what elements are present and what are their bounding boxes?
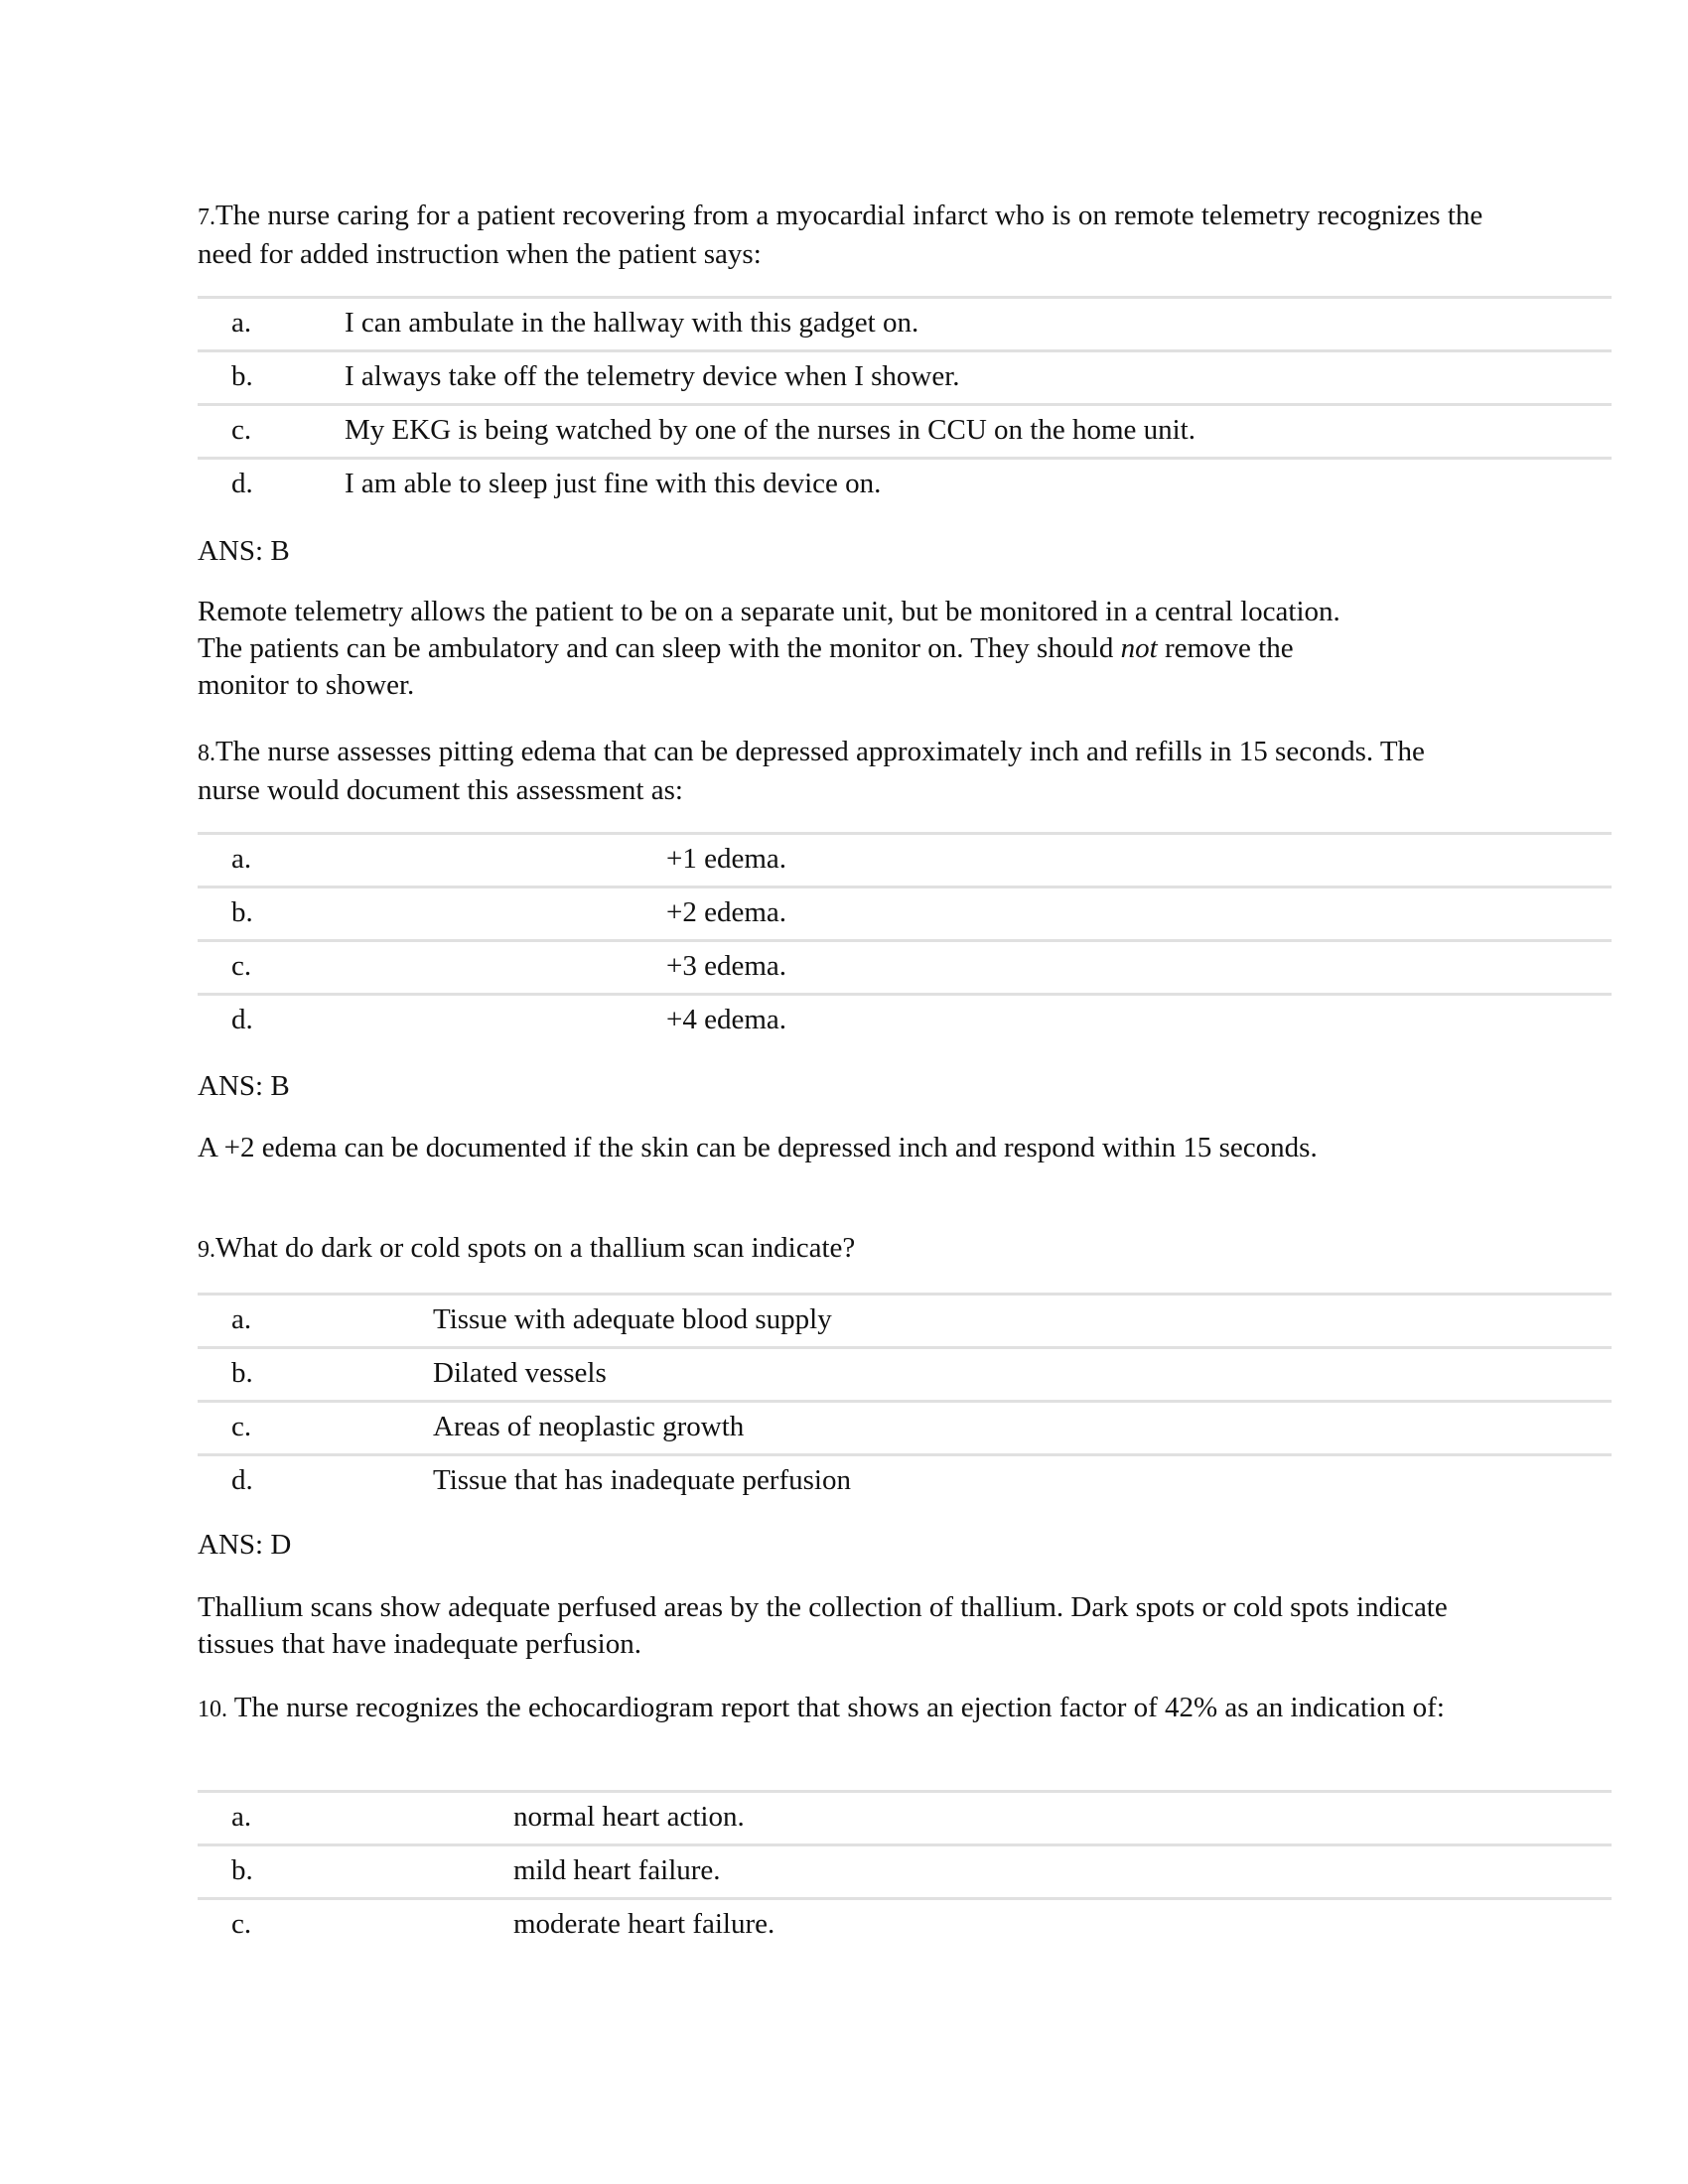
option-row: c. Areas of neoplastic growth [198,1400,1612,1453]
option-row: d. +4 edema. [198,993,1612,1046]
question-10-options [198,1790,1612,1951]
option-row: c. moderate heart failure. [198,1897,1612,1951]
option-row: a. normal heart action. [198,1790,1612,1843]
question-7-stem: 7.The nurse caring for a patient recovering from a myocardial infarct who is on remote telemetry recognizes the need for added instruction when the patient says: [198,200,1483,270]
rationale-9: Thallium scans show adequate perfused areas by the collection of thallium. Dark spots or cold spots indicate tissues that have inadequate perfusion. [198,1591,1448,1660]
option-row: b. +2 edema. [198,886,1612,939]
option-row: c. My EKG is being watched by one of the nurses in CCU on the home unit. [198,403,1612,457]
option-row: c. +3 edema. [198,939,1612,993]
answer-8: ANS: B [198,1070,290,1102]
option-row: b. Dilated vessels [198,1346,1612,1400]
answer-9: ANS: D [198,1529,292,1561]
question-9-stem: 9.What do dark or cold spots on a thallium scan indicate? [198,1232,856,1264]
question-10-stem: 10. The nurse recognizes the echocardiogram report that shows an ejection factor of 42% as an indication of: [198,1692,1445,1723]
option-row: d. I am able to sleep just fine with this device on. [198,457,1612,510]
option-row: a. +1 edema. [198,832,1612,886]
question-7-options [198,296,1612,510]
option-row: a. Tissue with adequate blood supply [198,1293,1612,1346]
question-8-stem: 8.The nurse assesses pitting edema that can be depressed approximately inch and refills in 15 seconds. The nurse would document this assessment as: [198,736,1425,806]
rationale-8: A +2 edema can be documented if the skin can be depressed inch and respond within 15 seconds. [198,1132,1318,1163]
option-row: b. I always take off the telemetry device when I shower. [198,349,1612,403]
question-8-options [198,832,1612,1046]
option-row: a. I can ambulate in the hallway with this gadget on. [198,296,1612,349]
question-9-options [198,1293,1612,1507]
rationale-7: Remote telemetry allows the patient to be on a separate unit, but be monitored in a central location. The patients can be ambulatory and can sleep with the monitor on. They should not remove the monitor to shower. [198,596,1340,701]
option-row: d. Tissue that has inadequate perfusion [198,1453,1612,1507]
option-row: b. mild heart failure. [198,1843,1612,1897]
answer-7: ANS: B [198,535,290,567]
